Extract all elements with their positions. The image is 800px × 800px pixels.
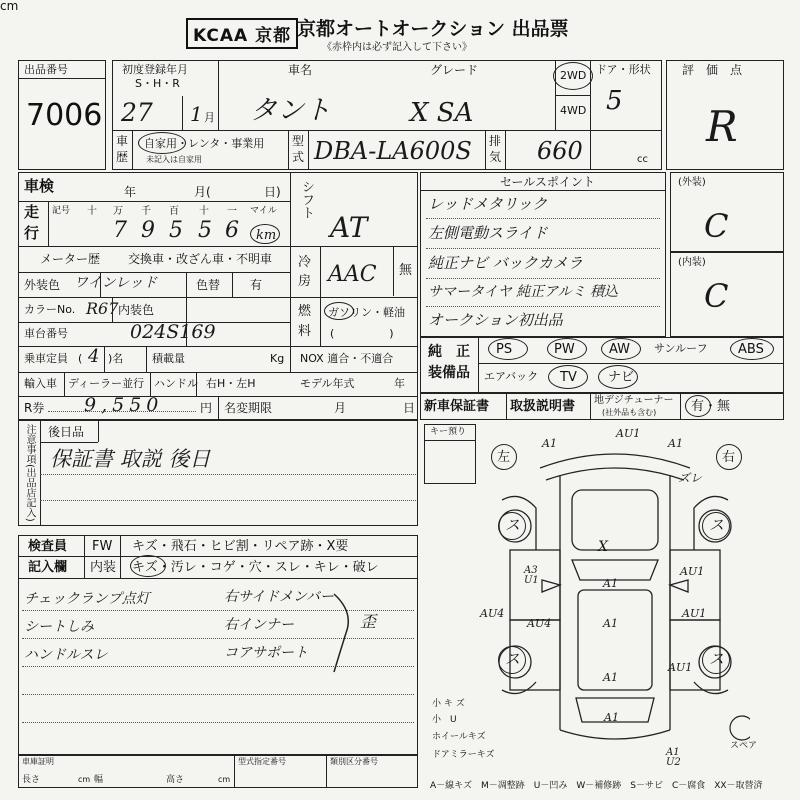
load-unit: Kg xyxy=(270,352,285,365)
ac-value: AAC xyxy=(328,262,377,287)
mileage-unit-6: 一 xyxy=(227,206,237,217)
color-no-label: カラーNo. xyxy=(24,303,76,316)
mileage-unit-0: 記号 xyxy=(52,206,71,216)
sales-point-1: レッドメタリック xyxy=(428,195,548,213)
meter-options: 交換車・改ざん車・不明車 xyxy=(128,252,273,266)
mileage-digit-2: 5 xyxy=(169,218,183,243)
auction-sheet: KCAA 京都 京都オートオークション 出品票 《赤枠内は必ず記入して下さい》 出品番号 7006 初度登録年月 S・H・R 27 1 月 車名 タント グレード X SA 2WD 4WD ドア・形状 5 評 価 点 R 車 歴 自家用・レンタ・事業用 未記入は自家用 型 式 DBA-LA600S 排 気 660 cc 車検 年 月( 日) 走 行 記号 十 万 千 百 十 一 マイル 7 9 5 5 6 km シフト AT メーター歴 交換車・改ざん車・不明車 外装色 ワインレッド 色替 有 カラーNo. R67 内装色 車台番号 024S169 冷 房 AAC 無 燃 料 ガソリン・軽油 ( ) 乗車定員 ( 4 )名 積載量 Kg NOX 適合・不適合 輸入車 ディーラー並行 ハンドル 右H・左H モデル年式 年 R券 9,550 円 名変期限 月 日 セールスポイント レッドメタリック 左側電動スライド 純正ナビ バックカメラ サマータイヤ 純正アルミ 積込 オークション初出品 (外装) C (内装) C 純 正 装備品 PS PW AW サンルーフ ABS エアバック TV ナビ 新車保証書 取扱説明書 地デジチューナー (社外品も含む) 有・無 注意事項(出品店記入) 後日品 保証書 取説 後日 検査員 記入欄 FW キズ・飛石・ヒビ割・リペア跡・X要 内装 キズ・汚レ・コゲ・穴・スレ・キレ・破レ チェックランプ点灯 シートしみ ハンドルスレ 右サイドメンバー 右インナー コアサポート 歪 車庫証明 長さ cm 幅 cm 高さ cm 型式指定番号 類別区分番号 キー預り 左 右 A1 AU1 A1 ズレ X A3 U1 A1 AU1 AU4 AU4 A1 AU1 A1 AU1 A1 A1 U2 ス ス ス ス 小 キ ズ 小 U ホイールキズ ドアミラーキズ スペア A－線キズ M－凋整跡 U－凹み W－補修跡 S－サビ C－腐食 XX－取替済 xyxy=(0,0,800,800)
nox-label: NOX 適合・不適合 xyxy=(300,352,394,365)
tire-fr-mark: ス xyxy=(709,516,725,534)
usage-label-1: 車 xyxy=(116,134,129,148)
cert-label: 車庫証明 xyxy=(22,757,54,766)
mark-16: A1 U2 xyxy=(666,747,681,768)
color-change-label: 色替 xyxy=(196,278,221,292)
spare-label: スペア xyxy=(730,741,758,751)
fuel-label-1: 燃 xyxy=(298,304,312,319)
name-change-month: 月 xyxy=(334,401,347,415)
footer-legend: A－線キズ M－凋整跡 U－凹み W－補修跡 S－サビ C－腐食 XX－取替済 xyxy=(430,781,763,791)
insp-note-left-2: シートしみ xyxy=(24,619,94,635)
note-bracket xyxy=(330,592,360,674)
warranty-label: 新車保証書 xyxy=(424,399,490,414)
import-handle: ハンドル xyxy=(154,377,198,390)
mileage-km: km xyxy=(256,228,277,243)
insp-note-right-3: コアサポート xyxy=(224,645,308,661)
mark-15: A1 xyxy=(604,711,619,724)
model-label-1: 型 xyxy=(292,134,305,148)
equipment-label-1: 純 正 xyxy=(428,344,470,360)
tire-rl-mark: ス xyxy=(505,650,521,668)
fuel-options: ガソリン・軽油 xyxy=(328,306,405,319)
tuner-note: (社外品も含む) xyxy=(602,408,657,417)
notes-side-label: 注意事項(出品店記入) xyxy=(24,424,35,522)
height-unit: cm xyxy=(218,775,231,784)
height-label: 高さ xyxy=(166,775,185,785)
equipment-label-2: 装備品 xyxy=(428,365,470,381)
disp-unit: cc xyxy=(637,154,648,165)
door-label: ドア・形状 xyxy=(596,63,651,76)
manual-label: 取扱説明書 xyxy=(510,399,576,414)
width-label: 幅 xyxy=(94,775,104,785)
disp-label-1: 排 xyxy=(489,134,502,148)
legend-1: 小 キ ズ xyxy=(432,699,465,709)
kcaa-logo: KCAA 京都 xyxy=(186,18,298,49)
model-year-unit: 年 xyxy=(394,377,405,390)
insp-note-right-1: 右サイドメンバー xyxy=(224,589,334,605)
fuel-paren: ( ) xyxy=(330,327,394,340)
capacity-value: 4 xyxy=(88,346,100,367)
equip-sunroof: サンルーフ xyxy=(654,342,708,355)
mark-14: AU1 xyxy=(668,661,693,674)
usage-note: 未記入は自家用 xyxy=(146,155,202,164)
inspector-label-1: 検査員 xyxy=(28,539,68,554)
grade-value: X SA xyxy=(410,98,474,128)
mileage-unit-1: 十 xyxy=(87,206,97,217)
equip-navi: ナビ xyxy=(608,370,635,385)
usage-options: 自家用・レンタ・事業用 xyxy=(144,137,265,150)
equip-pw: PW xyxy=(554,342,575,357)
mileage-digit-1: 9 xyxy=(141,218,155,243)
tuner-label: 地デジチューナー xyxy=(594,395,674,406)
ext-grade-label: (外装) xyxy=(678,177,706,188)
mark-10: AU4 xyxy=(527,617,552,630)
right-label: 右 xyxy=(722,450,736,465)
mark-5: X xyxy=(598,539,608,555)
name-change-label: 名変期限 xyxy=(224,401,273,415)
length-label: 長さ xyxy=(22,775,41,785)
mileage-digit-0: 7 xyxy=(113,218,127,243)
length-unit: cm xyxy=(78,775,91,784)
mileage-unit-2: 万 xyxy=(113,206,123,217)
ac-label-2: 房 xyxy=(298,274,312,289)
door-value: 5 xyxy=(606,86,623,116)
lot-number: 7006 xyxy=(26,98,103,133)
int-grade-value: C xyxy=(704,277,729,315)
capacity-label: 乗車定員 xyxy=(24,352,68,365)
model-value: DBA-LA600S xyxy=(314,137,472,165)
mark-1: A1 xyxy=(542,437,557,450)
int-grade-label: (内装) xyxy=(678,257,706,268)
ac-none: 無 xyxy=(399,263,413,278)
mileage-unit-3: 千 xyxy=(141,206,151,217)
shift-label: シフト xyxy=(299,180,314,219)
reg-month-unit: 月 xyxy=(204,111,215,124)
mark-4: ズレ xyxy=(678,471,703,485)
car-name-label: 車名 xyxy=(288,63,313,77)
mark-3: A1 xyxy=(668,437,683,450)
interior-color-label: 内装色 xyxy=(118,303,155,317)
mark-7: A1 xyxy=(603,577,618,590)
sales-points-title: セールスポイント xyxy=(500,175,595,189)
mileage-digit-3: 5 xyxy=(198,218,212,243)
score-value: R xyxy=(706,102,738,151)
int-mark-circle xyxy=(130,555,166,577)
ext-grade-value: C xyxy=(704,207,729,245)
insp-bracket-note: 歪 xyxy=(360,612,377,631)
drive-4wd: 4WD xyxy=(560,104,587,117)
inspector-fw: FW xyxy=(92,539,113,554)
mark-13: A1 xyxy=(603,671,618,684)
disp-label-2: 気 xyxy=(489,150,502,164)
inspection-month: 月( xyxy=(194,185,211,199)
tire-fl-mark: ス xyxy=(505,516,521,534)
yes-no: 有・無 xyxy=(691,399,731,414)
ac-label-1: 冷 xyxy=(298,255,312,270)
meter-label: メーター歴 xyxy=(40,252,101,266)
color-change-value: 有 xyxy=(250,278,263,292)
tire-rr-mark: ス xyxy=(709,650,725,668)
score-label: 評 価 点 xyxy=(682,63,743,77)
inspection-day: 日) xyxy=(264,185,281,199)
sales-point-4: サマータイヤ 純正アルミ 積込 xyxy=(428,284,619,300)
car-name: タント xyxy=(250,95,331,126)
inspector-int: 内装 xyxy=(90,560,117,575)
equip-airbag: エアバック xyxy=(484,370,539,383)
model-year-label: モデル年式 xyxy=(300,377,355,390)
inspector-fw-opts: キズ・飛石・ヒビ割・リペア跡・X要 xyxy=(132,539,349,554)
mark-9: AU4 xyxy=(480,607,505,620)
capacity-unit: )名 xyxy=(108,352,124,365)
mileage-label-2: 行 xyxy=(24,224,40,242)
mark-6: A3 U1 xyxy=(524,565,539,586)
disp-value: 660 xyxy=(537,137,583,165)
reg-year: 27 xyxy=(121,98,153,127)
inspector-int-opts: キズ・汚レ・コゲ・穴・スレ・キレ・破レ xyxy=(132,560,379,575)
ext-color-value: ワインレッド xyxy=(74,275,158,291)
import-label: 輸入車 xyxy=(24,377,57,390)
grade-label: グレード xyxy=(430,63,479,77)
load-label: 積載量 xyxy=(152,352,185,365)
insp-note-left-3: ハンドルスレ xyxy=(24,647,108,663)
legend-3: ホイールキズ xyxy=(432,732,486,742)
drive-2wd: 2WD xyxy=(560,69,587,82)
model-label-2: 式 xyxy=(292,150,305,164)
shift-value: AT xyxy=(330,211,368,244)
mileage-unit-4: 百 xyxy=(169,206,179,217)
insp-note-left-1: チェックランプ点灯 xyxy=(24,591,150,607)
mileage-mile-label: マイル xyxy=(250,206,277,216)
chassis-label: 車台番号 xyxy=(24,327,68,340)
reg-era: S・H・R xyxy=(135,77,180,90)
import-side: 右H・左H xyxy=(206,377,256,390)
mark-11: A1 xyxy=(603,617,618,630)
width-unit: cm xyxy=(0,0,19,13)
class-label: 類別区分番号 xyxy=(330,757,378,766)
equip-tv: TV xyxy=(560,370,577,385)
usage-label-2: 歴 xyxy=(116,150,129,164)
ext-color-label: 外装色 xyxy=(24,278,61,292)
color-no-value: R67 xyxy=(86,299,119,318)
equip-aw: AW xyxy=(609,342,631,357)
mark-12: AU1 xyxy=(682,607,707,620)
mileage-label-1: 走 xyxy=(24,203,40,221)
notes-handwritten: 保証書 取説 後日 xyxy=(50,447,211,471)
insp-note-right-2: 右インナー xyxy=(224,617,294,633)
import-dealer: ディーラー並行 xyxy=(68,377,145,390)
name-change-day: 日 xyxy=(403,401,416,415)
reg-month: 1 xyxy=(190,102,203,126)
reg-label: 初度登録年月 xyxy=(122,63,188,76)
mileage-digit-4: 6 xyxy=(225,218,239,243)
sales-point-5: オークション初出品 xyxy=(428,311,563,329)
left-label: 左 xyxy=(497,450,511,465)
recycle-unit: 円 xyxy=(200,401,213,415)
mark-8: AU1 xyxy=(680,565,705,578)
sheet-title: 京都オートオークション 出品票 xyxy=(297,18,569,40)
designated-label: 型式指定番号 xyxy=(238,757,286,766)
notes-after-label: 後日品 xyxy=(48,425,85,439)
lot-label: 出品番号 xyxy=(24,63,68,76)
inspector-label-2: 記入欄 xyxy=(28,560,68,575)
recycle-label: R券 xyxy=(24,401,45,415)
recycle-value: 9,550 xyxy=(84,394,164,416)
equip-abs: ABS xyxy=(738,342,764,357)
inspection-year: 年 xyxy=(124,185,137,199)
mileage-unit-5: 十 xyxy=(199,206,209,217)
legend-2: 小 U xyxy=(432,715,457,725)
key-label: キー預り xyxy=(430,427,467,437)
legend-4: ドアミラーキズ xyxy=(432,750,495,760)
equip-ps: PS xyxy=(496,342,513,357)
sales-point-3: 純正ナビ バックカメラ xyxy=(428,254,583,272)
fuel-label-2: 料 xyxy=(298,324,312,339)
sales-point-2: 左側電動スライド xyxy=(428,224,548,242)
inspection-label: 車検 xyxy=(24,177,55,195)
mark-2: AU1 xyxy=(616,427,641,440)
chassis-value: 024S169 xyxy=(130,321,216,343)
sheet-subtitle: 《赤枠内は必ず記入して下さい》 xyxy=(322,42,472,53)
